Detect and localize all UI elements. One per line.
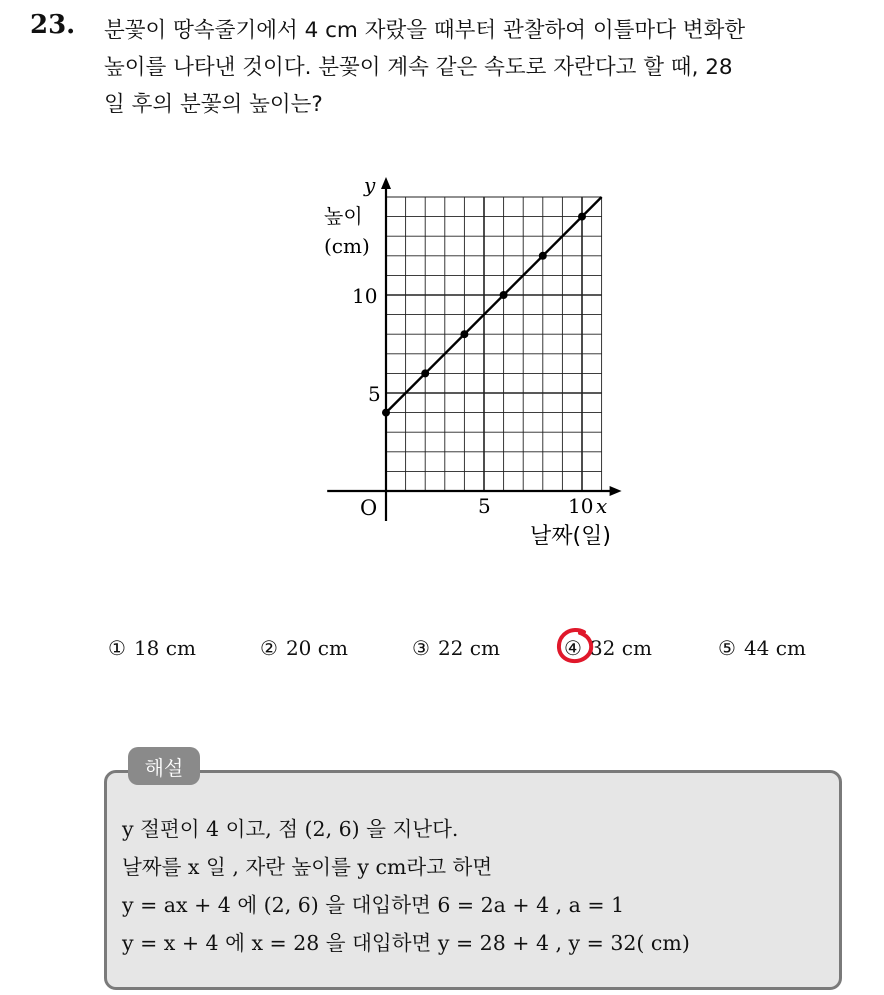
- question-line: 높이를 나타낸 것이다. 분꽃이 계속 같은 속도로 자란다고 할 때, 28: [104, 55, 733, 80]
- choice-4[interactable]: ④ 32 cm: [564, 636, 652, 660]
- series-line: [386, 197, 602, 413]
- data-point: [421, 369, 429, 377]
- x-axis-variable: x: [596, 494, 608, 518]
- x-axis-arrow-icon: [610, 486, 622, 496]
- solution-line: y = ax + 4 에 (2, 6) 을 대입하면 6 = 2a + 4 , a = 1: [122, 893, 625, 917]
- choice-3[interactable]: ③ 22 cm: [412, 636, 500, 660]
- question-line: 일 후의 분꽃의 높이는?: [104, 92, 323, 117]
- question-text: [104, 12, 864, 123]
- chart-svg: [310, 160, 650, 560]
- data-point: [460, 330, 468, 338]
- solution-text: [122, 810, 842, 962]
- origin-label: O: [360, 496, 378, 520]
- data-point: [578, 213, 586, 221]
- question-number: 23.: [30, 10, 76, 40]
- y-axis-unit: (cm): [324, 234, 370, 258]
- x-tick-label: 5: [478, 494, 491, 518]
- question-line: 분꽃이 땅속줄기에서 4 cm 자랐을 때부터 관찰하여 이틀마다 변화한: [104, 18, 746, 43]
- answer-mark-circle-icon: [554, 626, 596, 668]
- choice-2[interactable]: ② 20 cm: [260, 636, 348, 660]
- growth-graph: [310, 160, 650, 560]
- solution-line: 날짜를 x 일 , 자란 높이를 y cm라고 하면: [122, 855, 493, 879]
- data-point: [539, 252, 547, 260]
- choice-1[interactable]: ① 18 cm: [108, 636, 196, 660]
- solution-line: y = x + 4 에 x = 28 을 대입하면 y = 28 + 4 , y = 32( cm): [122, 931, 690, 955]
- solution-line: y 절편이 4 이고, 점 (2, 6) 을 지난다.: [122, 817, 459, 841]
- x-axis-label: 날짜(일): [530, 524, 611, 549]
- y-tick-label: 5: [368, 382, 381, 406]
- y-tick-label: 10: [352, 284, 378, 308]
- answer-choices: [108, 636, 868, 672]
- x-tick-label: 10: [568, 494, 594, 518]
- data-point: [500, 291, 508, 299]
- y-axis-arrow-icon: [381, 177, 391, 189]
- choice-5[interactable]: ⑤ 44 cm: [718, 636, 806, 660]
- solution-tag: 해설: [128, 747, 200, 785]
- data-point: [382, 409, 390, 417]
- y-axis-variable: y: [364, 173, 376, 197]
- y-axis-label: 높이: [324, 204, 363, 228]
